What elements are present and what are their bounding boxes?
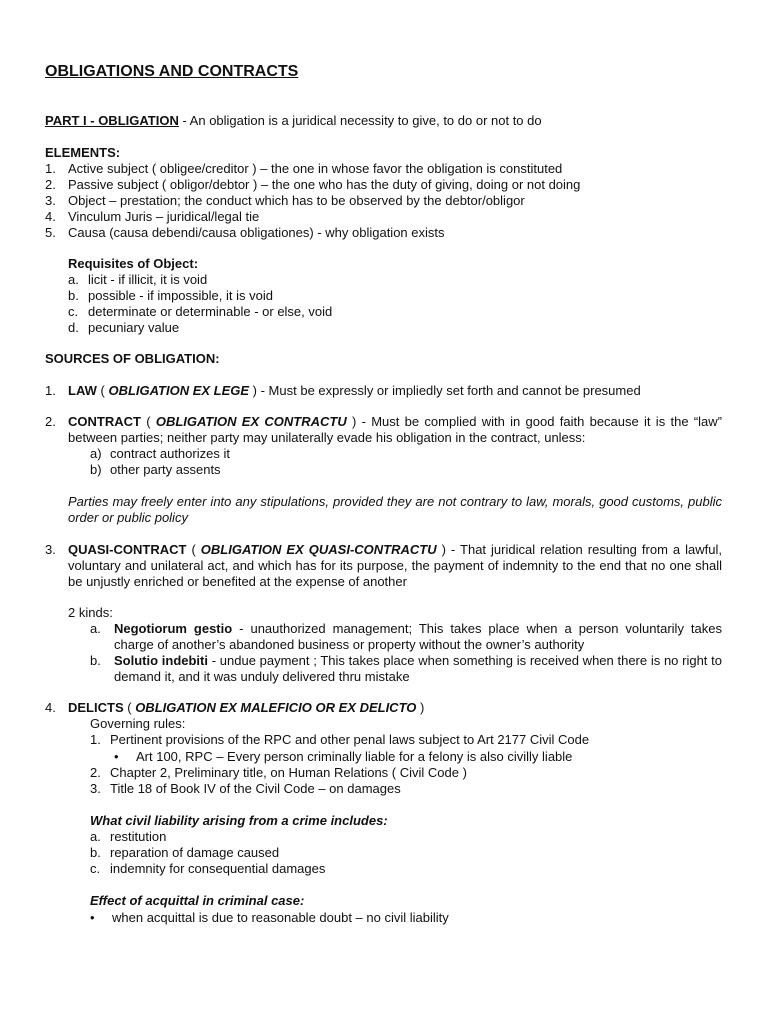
list-item: 4. Vinculum Juris – juridical/legal tie <box>45 209 260 224</box>
list-item: 2. Chapter 2, Preliminary title, on Human Relations ( Civil Code ) <box>90 765 467 780</box>
part1-label: PART I - OBLIGATION <box>45 113 179 128</box>
sources-heading: SOURCES OF OBLIGATION: <box>45 351 220 366</box>
source-contract: 2. CONTRACT ( OBLIGATION EX CONTRACTU ) - Must be complied with in good faith because it is the “law” between parties; neither party may unilaterally evade his obligation in the contract, unless: <box>45 414 722 445</box>
source-quasi-contract: 3. QUASI-CONTRACT ( OBLIGATION EX QUASI-CONTRACTU ) - That juridical relation resulting from a lawful, voluntary and unilateral act, and which has for its purpose, the payment of indemnity to the end that no one shall be unjustly enriched or benefited at the expense of another <box>45 542 722 589</box>
list-item: • Art 100, RPC – Every person criminally liable for a felony is also civilly liable <box>114 749 573 764</box>
source-law: 1. LAW ( OBLIGATION EX LEGE ) - Must be expressly or impliedly set forth and cannot be presumed <box>45 383 641 398</box>
acquittal-heading: Effect of acquittal in criminal case: <box>90 893 305 908</box>
list-item: c. indemnity for consequential damages <box>90 861 326 876</box>
list-item: 5. Causa (causa debendi/causa obligationes) - why obligation exists <box>45 225 445 240</box>
bullet-icon: • <box>90 910 95 925</box>
list-item: a) contract authorizes it <box>90 446 230 461</box>
list-item: d. pecuniary value <box>68 320 180 335</box>
list-item: 2. Passive subject ( obligor/debtor ) – the one who has the duty of giving, doing or not doing <box>45 177 581 192</box>
list-item: 1. Pertinent provisions of the RPC and other penal laws subject to Art 2177 Civil Code <box>90 732 590 747</box>
list-item: a. Negotiorum gestio - unauthorized management; This takes place when a person voluntarily takes charge of another’s abandoned business or property without the owner’s authority <box>90 621 722 652</box>
governing-label: Governing rules: <box>90 716 186 731</box>
list-item: a. licit - if illicit, it is void <box>68 272 208 287</box>
bullet-icon: • <box>114 749 119 764</box>
list-item: a. restitution <box>90 829 167 844</box>
list-item: b. possible - if impossible, it is void <box>68 288 273 303</box>
page-title: OBLIGATIONS AND CONTRACTS <box>45 63 299 80</box>
kinds-label: 2 kinds: <box>68 605 113 620</box>
contract-note: Parties may freely enter into any stipulations, provided they are not contrary to law, morals, good customs, public order or public policy <box>68 494 722 525</box>
list-item: • when acquittal is due to reasonable doubt – no civil liability <box>90 910 449 925</box>
part1-text: - An obligation is a juridical necessity to give, to do or not to do <box>178 113 542 128</box>
list-item: 3. Object – prestation; the conduct which has to be observed by the debtor/obligor <box>45 193 525 208</box>
list-item: 1. Active subject ( obligee/creditor ) – the one in whose favor the obligation is constituted <box>45 161 563 176</box>
part1-line <box>45 113 542 129</box>
requisites-heading: Requisites of Object: <box>68 256 199 271</box>
list-item: 3. Title 18 of Book IV of the Civil Code – on damages <box>90 781 401 796</box>
list-item: b) other party assents <box>90 462 221 477</box>
list-item: b. reparation of damage caused <box>90 845 280 860</box>
list-item: c. determinate or determinable - or else, void <box>68 304 333 319</box>
source-delicts: 4. DELICTS ( OBLIGATION EX MALEFICIO OR EX DELICTO ) <box>45 700 425 715</box>
list-item: b. Solutio indebiti - undue payment ; This takes place when something is received when there is no right to demand it, and it was unduly delivered thru mistake <box>90 653 722 684</box>
elements-heading: ELEMENTS: <box>45 145 121 160</box>
civil-liability-heading: What civil liability arising from a crime includes: <box>90 813 388 828</box>
